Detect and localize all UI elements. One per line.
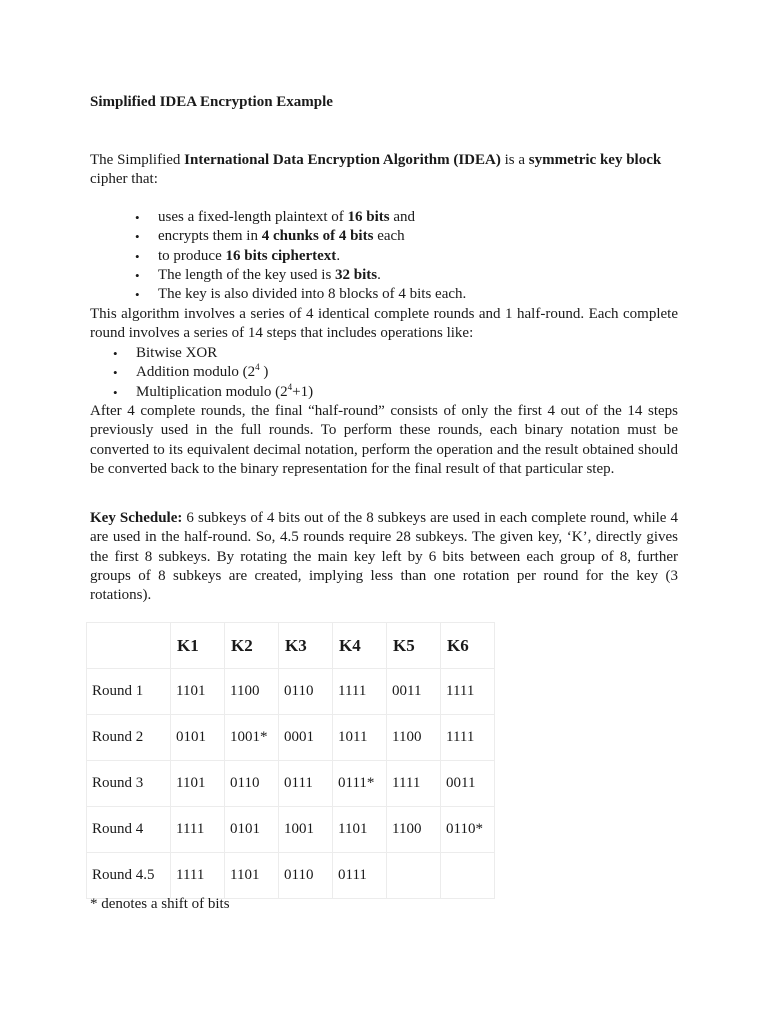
header-cell [87,623,171,669]
subkey-table [86,622,495,899]
key-schedule-paragraph [90,509,678,605]
algorithm-paragraph: This algorithm involves a series of 4 identical complete rounds and 1 half-round. Each complete round involves a series of 14 steps that includes operations like: [90,306,678,342]
key-schedule-text: 6 subkeys of 4 bits out of the 8 subkeys are used in each complete round, while 4 are used in the half-round. So, 4.5 rounds require 28 subkeys. The given key, ‘K’, directly gives the first 8 subkeys. By rotating the main key left by 6 bits between each group of 8, further groups of 8 subkeys are created, implying less than one rotation per round for the key (3 rotations). [90,510,678,604]
list-item: • encrypts them in 4 chunks of 4 bits each [158,227,466,246]
table-cell: 0111 [333,853,387,899]
table-cell [441,853,495,899]
table-cell: 1101 [171,669,225,715]
table-row [87,761,495,807]
table-cell: 0110* [441,807,495,853]
table-row [87,669,495,715]
list-item: • The key is also divided into 8 blocks of 4 bits each. [158,285,466,304]
intro-paragraph [90,151,665,190]
list-item: • to produce 16 bits ciphertext. [158,247,466,266]
table-cell: 1101 [225,853,279,899]
list-item: • The length of the key used is 32 bits. [158,266,466,285]
table-cell: 1100 [225,669,279,715]
table-cell: 0011 [441,761,495,807]
intro-text-1: The Simplified [90,152,185,168]
table-cell: 1111 [441,669,495,715]
list-item: • uses a fixed-length plaintext of 16 bits and [158,208,466,227]
table-cell: 1101 [333,807,387,853]
table-cell: Round 4 [87,807,171,853]
table-cell: 1011 [333,715,387,761]
table-cell: 1001* [225,715,279,761]
table-cell: 1111 [441,715,495,761]
operations-list [136,344,313,402]
table-cell: Round 1 [87,669,171,715]
table-cell: 0101 [225,807,279,853]
table-cell: 1111 [387,761,441,807]
key-schedule-label: Key Schedule: [90,510,183,526]
table-header-row [87,623,495,669]
half-round-paragraph: After 4 complete rounds, the final “half-round” consists of only the first 4 out of the 14 steps previously used in the full rounds. To perform these rounds, each binary notation must be converted to its equivalent decimal notation, perform the operation and the result obtained should be converted back to the binary representation for the final result of that particular step. [90,403,678,477]
list-item-xor: • Bitwise XOR [136,344,313,363]
intro-bold-2: symmetric key block [528,152,662,168]
feature-list [158,208,466,304]
table-footnote: * denotes a shift of bits [90,896,230,912]
intro-bold-1: International Data Encryption Algorithm (IDEA) [184,152,501,168]
table-row [87,853,495,899]
intro-text-2: is a [500,152,529,168]
header-cell: K1 [171,623,225,669]
table-cell: 1100 [387,715,441,761]
table-cell: 0110 [225,761,279,807]
table-row [87,715,495,761]
table-cell: 1111 [333,669,387,715]
header-cell: K5 [387,623,441,669]
table-cell: 0110 [279,669,333,715]
header-cell: K6 [441,623,495,669]
table-cell: 0001 [279,715,333,761]
list-item-addition: • Addition modulo ($2^4$ ) [136,363,313,382]
list-item-multiplication: • Multiplication modulo $(2^4+1)$ [136,383,313,402]
table-cell: 0101 [171,715,225,761]
table-cell: 1111 [171,807,225,853]
table-cell: 0111* [333,761,387,807]
table-cell: 0011 [387,669,441,715]
table-cell: 0110 [279,853,333,899]
table-cell [387,853,441,899]
table-cell: Round 3 [87,761,171,807]
table-cell: 1111 [171,853,225,899]
table-cell: 1101 [171,761,225,807]
table-cell: 1001 [279,807,333,853]
table-cell: 1100 [387,807,441,853]
table-cell: Round 4.5 [87,853,171,899]
document-title: Simplified IDEA Encryption Example [90,94,333,110]
header-cell: K3 [279,623,333,669]
table-cell: 0111 [279,761,333,807]
table-cell: Round 2 [87,715,171,761]
header-cell: K2 [225,623,279,669]
header-cell: K4 [333,623,387,669]
intro-text-3: cipher that: [90,171,158,188]
table-row [87,807,495,853]
